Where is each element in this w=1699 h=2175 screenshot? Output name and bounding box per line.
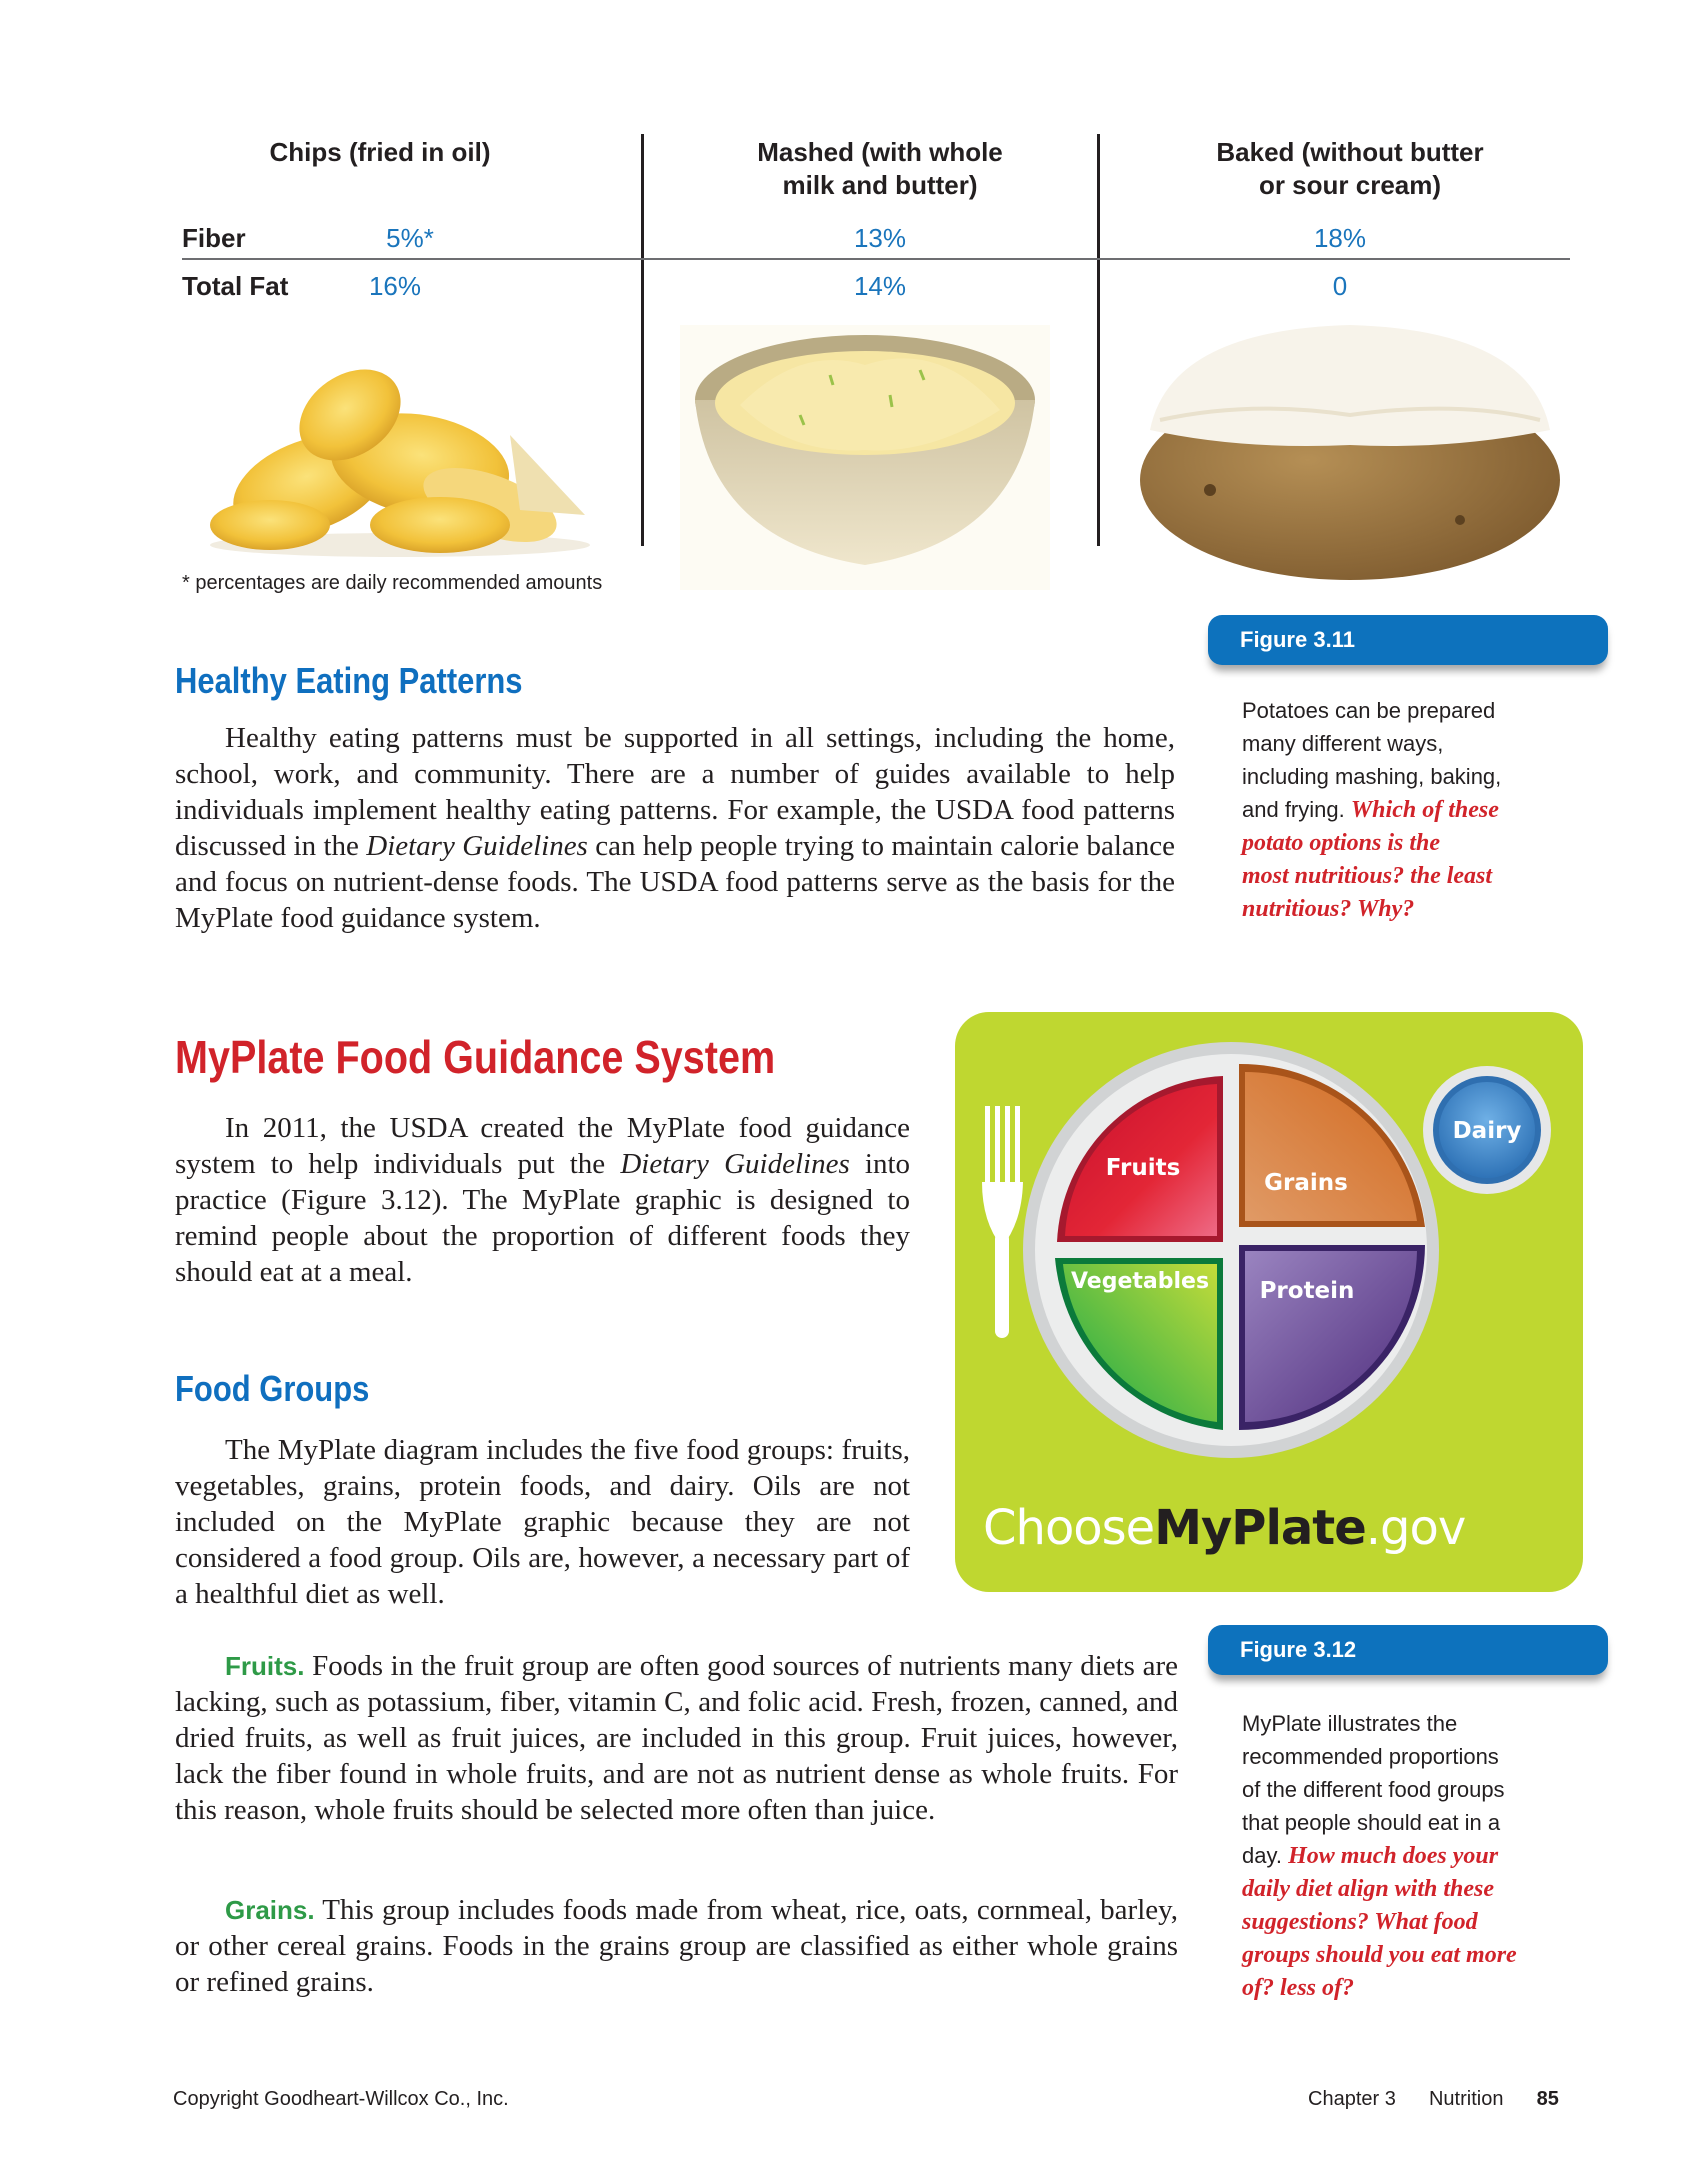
heading-myplate-food-guidance: MyPlate Food Guidance System [175, 1031, 776, 1083]
caption-line: day. [1242, 1843, 1289, 1868]
row-rule [182, 258, 1570, 260]
fat-baked-value: 0 [1332, 271, 1348, 301]
column-divider [1097, 134, 1100, 546]
figure-3-11-badge: Figure 3.11 [1208, 615, 1608, 665]
run-in-heading-grains: Grains. [225, 1895, 315, 1925]
plate-label-protein: Protein [1259, 1278, 1355, 1304]
fiber-chips-value: 5%* [386, 223, 434, 253]
caption-line: of the different food groups [1242, 1777, 1505, 1802]
italic-title: Dietary Guidelines [366, 830, 588, 862]
plate-label-fruits: Fruits [1105, 1155, 1181, 1181]
food-groups-paragraph [175, 1432, 910, 1612]
column-header-line: milk and butter) [782, 170, 978, 200]
fiber-mashed-value: 13% [853, 223, 907, 253]
fruits-paragraph [175, 1648, 1178, 1828]
paragraph-text: This group includes foods made from wheat, rice, oats, cornmeal, barley, or other cereal grains. Foods in the grains group are classified as either whole grains or refined grains. [175, 1894, 1178, 1998]
choosemyplate-logo [983, 1500, 1465, 1556]
paragraph-text: Healthy eating patterns must be supported in all settings, including the home, school, work, and community. There are a number of guides available to help individuals implement healthy eating patterns. For example, the USDA food patterns discussed in the [175, 722, 1175, 862]
plate-label-vegetables: Vegetables [1070, 1269, 1210, 1294]
row-label-total-fat: Total Fat [182, 271, 289, 301]
footer-chapter: Chapter 3 [1308, 2088, 1396, 2110]
row-label-fiber: Fiber [182, 223, 246, 253]
caption-question: nutritious? Why? [1242, 896, 1415, 922]
caption-question: How much does your [1288, 1843, 1499, 1869]
figure-3-12-caption [1242, 1707, 1612, 2005]
footer-chapter-title: Nutrition [1428, 2088, 1504, 2110]
fat-chips-value: 16% [368, 271, 422, 301]
column-header-line: Chips (fried in oil) [269, 137, 491, 167]
column-header-baked [1140, 136, 1560, 202]
caption-question: Which of these [1350, 797, 1499, 823]
italic-title: Dietary Guidelines [620, 1148, 850, 1180]
baked-potato-photo [1130, 320, 1570, 590]
caption-question: of? less of? [1242, 1975, 1354, 2001]
column-header-line: Baked (without butter [1216, 137, 1484, 167]
paragraph-text: The MyPlate diagram includes the five food groups: fruits, vegetables, grains, protein foods, and dairy. Oils are not included on the MyPlate graphic because they are not considered a food group. Oils are, however, a necessary part of a healthful diet as well. [175, 1434, 910, 1610]
figure-3-11-caption [1242, 694, 1602, 926]
footer-copyright: Copyright Goodheart-Willcox Co., Inc. [173, 2088, 509, 2110]
potato-chips-photo [190, 345, 610, 560]
grains-paragraph [175, 1892, 1178, 2000]
heading-food-groups: Food Groups [175, 1368, 370, 1409]
fiber-baked-value: 18% [1313, 223, 1367, 253]
caption-line: many different ways, [1242, 731, 1444, 756]
paragraph-text: Foods in the fruit group are often good sources of nutrients many diets are lacking, such as potassium, fiber, vitamin C, and folic acid. Fresh, frozen, canned, and dried fruits, as well as fruit juices, are included in this group. Fruit juices, however, lack the fiber found in whole fruits, and are not as nutrient dense as whole fruits. For this reason, whole fruits should be selected more often than juice. [175, 1650, 1178, 1826]
myplate-paragraph [175, 1110, 910, 1290]
column-header-line: Mashed (with whole [757, 137, 1003, 167]
logo-choose: Choose [983, 1500, 1155, 1556]
plate-label-grains: Grains [1264, 1170, 1348, 1196]
column-header-mashed [680, 136, 1080, 202]
caption-line: that people should eat in a [1242, 1810, 1501, 1835]
fat-mashed-value: 14% [853, 271, 907, 301]
figure-3-12-badge: Figure 3.12 [1208, 1625, 1608, 1675]
heading-healthy-eating-patterns: Healthy Eating Patterns [175, 660, 523, 701]
table-footnote: * percentages are daily recommended amounts [182, 572, 603, 594]
caption-question: potato options is the [1242, 830, 1441, 856]
column-header-line: or sour cream) [1258, 170, 1442, 200]
caption-line: recommended proportions [1242, 1744, 1499, 1769]
footer-page-info [1308, 2088, 1559, 2111]
caption-question: daily diet align with these [1242, 1876, 1495, 1902]
column-divider [641, 134, 644, 546]
caption-question: suggestions? What food [1242, 1909, 1478, 1935]
mashed-potatoes-photo [680, 325, 1050, 590]
run-in-heading-fruits: Fruits. [225, 1651, 305, 1681]
myplate-graphic [955, 1012, 1583, 1592]
logo-myplate: MyPlate [1154, 1500, 1366, 1556]
caption-line: MyPlate illustrates the [1242, 1711, 1458, 1736]
paragraph-text: In 2011, the USDA created the MyPlate food guidance system to help individuals put the [175, 1112, 910, 1180]
logo-gov: .gov [1365, 1500, 1466, 1556]
healthy-eating-paragraph [175, 720, 1175, 936]
paragraph-text: into practice (Figure 3.12). The MyPlate graphic is designed to remind people about the proportion of different foods they should eat at a meal. [175, 1148, 911, 1288]
caption-question: most nutritious? the least [1242, 863, 1493, 889]
plate-label-dairy: Dairy [1452, 1118, 1522, 1144]
caption-line: and frying. [1242, 797, 1351, 822]
caption-question: groups should you eat more [1242, 1942, 1517, 1968]
paragraph-text: can help people trying to maintain calorie balance and focus on nutrient-dense foods. The USDA food patterns serve as the basis for the MyPlate food guidance system. [175, 830, 1175, 934]
column-header-chips [175, 136, 585, 169]
fork-icon [982, 1106, 1023, 1338]
caption-line: Potatoes can be prepared [1242, 698, 1496, 723]
caption-line: including mashing, baking, [1242, 764, 1502, 789]
page-number: 85 [1536, 2088, 1559, 2110]
